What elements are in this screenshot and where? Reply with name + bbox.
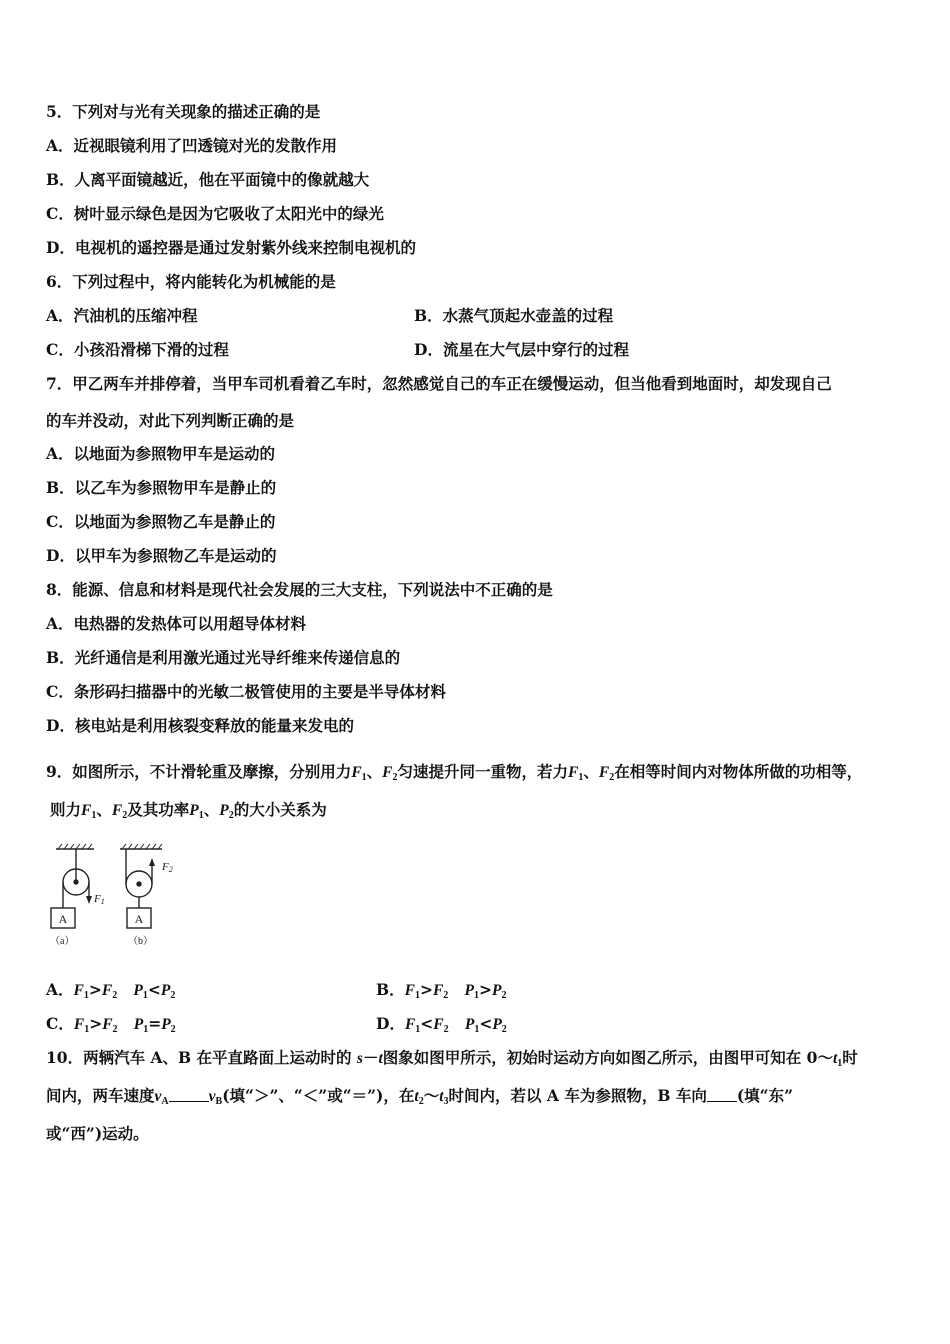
q5-option-b: B．人离平面镜越近，他在平面镜中的像就越大 [46,170,370,189]
q5-option-c: C．树叶显示绿色是因为它吸收了太阳光中的绿光 [46,204,384,223]
block-b-label: A [134,912,144,926]
caption-b: （b） [128,936,153,947]
q6-stem: 6．下列过程中，将内能转化为机械能的是 [46,272,336,291]
q9-stem-line2: 则力$F_1$、$F_2$及其功率$P_1$、$P_2$的大小关系为 [50,800,327,821]
q7-option-c: C．以地面为参照物乙车是静止的 [46,512,276,531]
q8-option-b: B．光纤通信是利用激光通过光导纤维来传递信息的 [46,648,401,667]
answer-blank-2[interactable] [707,1087,737,1102]
pulley-a-diagram [51,844,94,928]
q7-option-d: D．以甲车为参照物乙车是运动的 [46,546,277,565]
q6-option-a: A．汽油机的压缩冲程 [46,306,198,325]
q6-option-b: B．水蒸气顶起水壶盖的过程 [414,306,614,325]
q8-option-a: A．电热器的发热体可以用超导体材料 [46,614,307,633]
force-f2-label: F2 [162,861,173,874]
caption-a: （a） [50,936,75,947]
q7-stem-line2: 的车并没动，对此下列判断正确的是 [46,411,295,430]
q9-stem-line1: 9．如图所示，不计滑轮重及摩擦，分别用力$F_1$、$F_2$匀速提升同一重物，若力$F_1$、$F_2$在相等时间内对物体所做的功相等， [46,762,863,783]
q8-option-c: C．条形码扫描器中的光敏二极管使用的主要是半导体材料 [46,682,446,701]
q9-option-d: D．$F_1<F_2$ $P_1<P_2$ [376,1014,507,1035]
q7-stem-line1: 7．甲乙两车并排停着，当甲车司机看着乙车时，忽然感觉自己的车正在缓慢运动，但当他看到地面时，却发现自己 [46,374,832,393]
q6-option-c: C．小孩沿滑梯下滑的过程 [46,340,229,359]
arrow-up-icon [149,858,155,866]
q7-option-b: B．以乙车为参照物甲车是静止的 [46,478,277,497]
answer-blank-1[interactable] [169,1087,209,1102]
q10-stem-line2: 间内，两车速度$v_A$ $v_B$(填“＞”、“＜”或“＝”)，在$t_2\sim t_3$时间内，若以 A 车为参照物，B 车向 (填“东” [46,1086,794,1107]
q8-stem: 8．能源、信息和材料是现代社会发展的三大支柱，下列说法中不正确的是 [46,580,553,599]
q10-stem-line1: 10．两辆汽车 A、B 在平直路面上运动时的 s－t图象如图甲所示，初始时运动方向如图乙所示，由图甲可知在 $0\sim t_1$时 [46,1048,858,1069]
q8-option-d: D．核电站是利用核裂变释放的能量来发电的 [46,716,354,735]
q5-option-a: A．近视眼镜利用了凹透镜对光的发散作用 [46,136,338,155]
q9-option-c: C．$F_1>F_2$ $P_1=P_2$ [46,1014,176,1035]
block-a-label: A [58,912,68,926]
pulley-figure [46,840,186,950]
q10-stem-line3: 或“西”)运动。 [46,1124,149,1143]
q9-option-b: B．$F_1>F_2$ $P_1>P_2$ [376,980,507,1001]
q7-option-a: A．以地面为参照物甲车是运动的 [46,444,276,463]
q5-option-d: D．电视机的遥控器是通过发射紫外线来控制电视机的 [46,238,416,257]
q9-option-a: A．$F_1>F_2$ $P_1<P_2$ [46,980,176,1001]
q6-option-d: D．流星在大气层中穿行的过程 [414,340,629,359]
q5-stem: 5．下列对与光有关现象的描述正确的是 [46,102,321,121]
arrow-down-icon [86,896,92,904]
force-f1-label: F1 [94,893,105,906]
